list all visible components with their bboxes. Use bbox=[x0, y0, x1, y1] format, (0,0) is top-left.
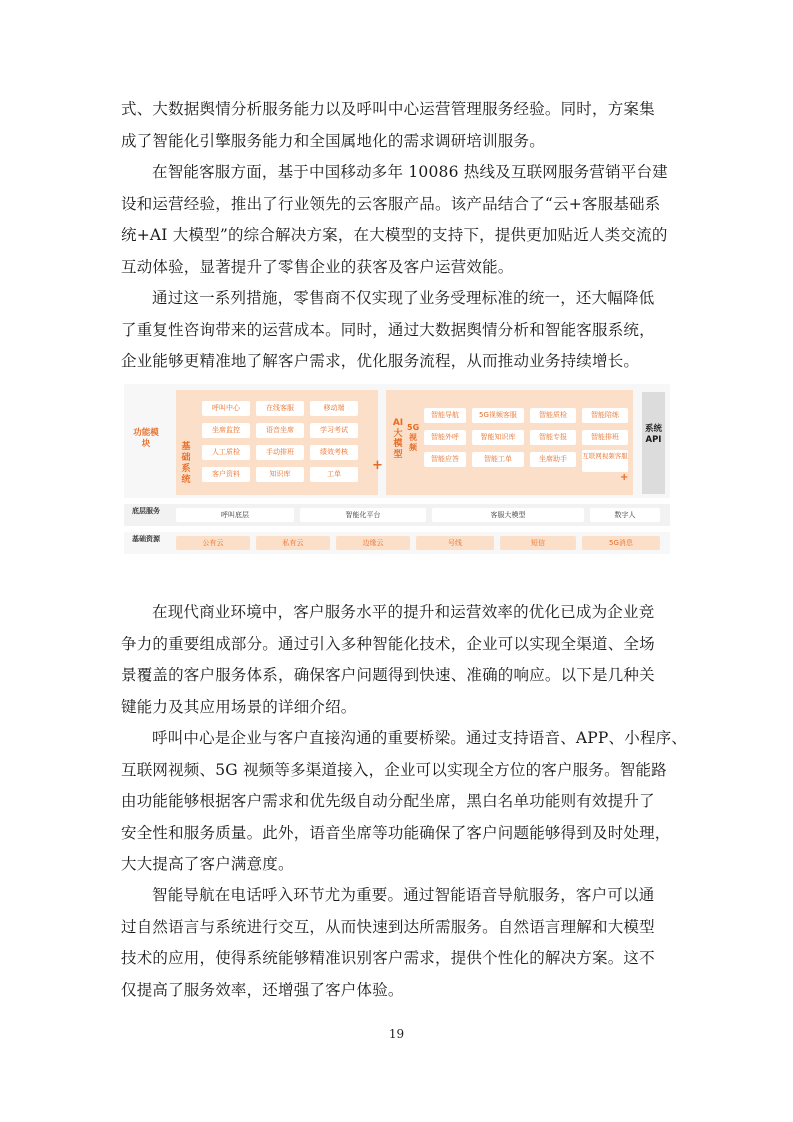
page-number: 19 bbox=[388, 1027, 405, 1041]
resource-chip: 号线 bbox=[416, 536, 494, 550]
base-item: 呼叫中心 bbox=[202, 401, 250, 416]
text-line: 技术的应用，使得系统能够精准识别客户需求，提供个性化的解决方案。这不 bbox=[121, 949, 655, 967]
services-label: 底层服务 bbox=[132, 507, 160, 515]
resource-chip: 私有云 bbox=[256, 536, 330, 550]
text-line: 由功能能够根据客户需求和优先级自动分配坐席，黑白名单功能则有效提升了 bbox=[121, 792, 655, 810]
text-line: 设和运营经验，推出了行业领先的云客服产品。该产品结合了“云+客服基础系 bbox=[121, 194, 661, 213]
text-line: 成了智能化引擎服务能力和全国属地化的需求调研培训服务。 bbox=[121, 131, 545, 150]
resources-row bbox=[124, 532, 670, 554]
text-line: 式、大数据舆情分析服务能力以及呼叫中心运营管理服务经验。同时，方案集 bbox=[121, 100, 655, 118]
resource-chip: 5G消息 bbox=[582, 536, 660, 550]
5g-video-title: 5G视频 bbox=[407, 423, 420, 452]
function-module-label: 功能模块 bbox=[133, 428, 159, 449]
text-line: 安全性和服务质量。此外，语音坐席等功能确保了客户问题能够得到及时处理， bbox=[121, 823, 671, 842]
ai-item: 5G视频客服 bbox=[472, 408, 524, 423]
text-line: 景覆盖的客户服务体系，确保客户问题得到快速、准确的响应。以下是几种关 bbox=[121, 666, 655, 684]
text-line: 过自然语言与系统进行交互，从而快速到达所需服务。自然语言理解和大模型 bbox=[121, 917, 655, 936]
text-line: 呼叫中心是企业与客户直接沟通的重要桥梁。通过支持语音、APP、小程序、 bbox=[152, 729, 688, 747]
paragraph-4 bbox=[121, 597, 675, 723]
paragraph-5 bbox=[121, 723, 688, 881]
base-item: 语音坐席 bbox=[256, 423, 304, 438]
text-line: 互动体验，显著提升了零售企业的获客及客户运营效能。 bbox=[121, 257, 514, 276]
ai-model-title: AI大模型 bbox=[392, 418, 404, 460]
resource-chip: 边缘云 bbox=[336, 536, 410, 550]
plus-sign: + bbox=[620, 472, 629, 483]
ai-item: 智能应答 bbox=[424, 452, 466, 467]
text-line: 了重复性咨询带来的运营成本。同时，通过大数据舆情分析和智能客服系统， bbox=[121, 320, 655, 339]
text-line: 企业能够更精准地了解客户需求，优化服务流程，从而推动业务持续增长。 bbox=[121, 352, 640, 370]
text-line: 统+AI 大模型”的综合解决方案，在大模型的支持下，提供更加贴近人类交流的 bbox=[121, 226, 668, 244]
ai-item: 智能专报 bbox=[530, 430, 576, 445]
ai-item: 坐席助手 bbox=[530, 452, 576, 467]
text-line: 在现代商业环境中，客户服务水平的提升和运营效率的优化已成为企业竞 bbox=[152, 603, 655, 621]
ai-item: 互联网视频客服 bbox=[582, 450, 628, 472]
base-item: 移动端 bbox=[310, 401, 358, 416]
text-line: 智能导航在电话呼入环节尤为重要。通过智能语音导航服务，客户可以通 bbox=[152, 886, 655, 904]
ai-item: 智能外呼 bbox=[424, 430, 466, 445]
base-item: 客户资料 bbox=[202, 467, 250, 482]
base-item: 在线客服 bbox=[256, 401, 304, 416]
text-line: 键能力及其应用场景的详细介绍。 bbox=[121, 697, 357, 716]
text-line: 互联网视频、5G 视频等多渠道接入，企业可以实现全方位的客户服务。智能路 bbox=[121, 760, 667, 779]
resource-chip: 短信 bbox=[500, 536, 576, 550]
service-chip: 客服大模型 bbox=[432, 508, 584, 522]
plus-sign: + bbox=[372, 458, 383, 473]
service-chip: 呼叫底层 bbox=[176, 508, 294, 522]
text-line: 在智能客服方面，基于中国移动多年 10086 热线及互联网服务营销平台建 bbox=[152, 163, 668, 181]
base-item: 工单 bbox=[310, 467, 358, 482]
text-line: 争力的重要组成部分。通过引入多种智能化技术，企业可以实现全渠道、全场 bbox=[121, 634, 655, 653]
base-item: 绩效考核 bbox=[310, 445, 358, 460]
ai-item: 智能排班 bbox=[582, 430, 628, 445]
architecture-diagram bbox=[124, 384, 670, 556]
resources-label: 基础资源 bbox=[132, 535, 160, 543]
paragraph-1 bbox=[121, 94, 675, 157]
text-line: 通过这一系列措施，零售商不仅实现了业务受理标准的统一，还大幅降低 bbox=[152, 289, 655, 307]
base-item: 学习考试 bbox=[310, 423, 358, 438]
paragraph-6 bbox=[121, 880, 675, 1006]
ai-item: 智能质检 bbox=[530, 408, 576, 423]
base-system-title: 基础系统 bbox=[181, 442, 191, 485]
base-item: 人工质检 bbox=[202, 445, 250, 460]
ai-model-panel bbox=[386, 390, 633, 495]
ai-item: 智能工单 bbox=[472, 452, 524, 467]
text-line: 大大提高了客户满意度。 bbox=[121, 855, 294, 873]
base-system-panel bbox=[176, 390, 378, 495]
text-line: 仅提高了服务效率，还增强了客户体验。 bbox=[121, 980, 404, 999]
ai-item: 智能导航 bbox=[424, 408, 466, 423]
system-api-block: 系统API bbox=[642, 392, 665, 494]
paragraph-3 bbox=[121, 283, 675, 378]
services-row bbox=[124, 504, 670, 526]
service-chip: 智能化平台 bbox=[300, 508, 426, 522]
ai-item: 智能知识库 bbox=[472, 430, 524, 445]
ai-item: 智能陪练 bbox=[582, 408, 628, 423]
base-item: 手动排班 bbox=[256, 445, 304, 460]
base-item: 坐席监控 bbox=[202, 423, 250, 438]
base-item: 知识库 bbox=[256, 467, 304, 482]
service-chip: 数字人 bbox=[590, 508, 660, 522]
resource-chip: 公有云 bbox=[176, 536, 250, 550]
paragraph-2 bbox=[121, 157, 675, 283]
